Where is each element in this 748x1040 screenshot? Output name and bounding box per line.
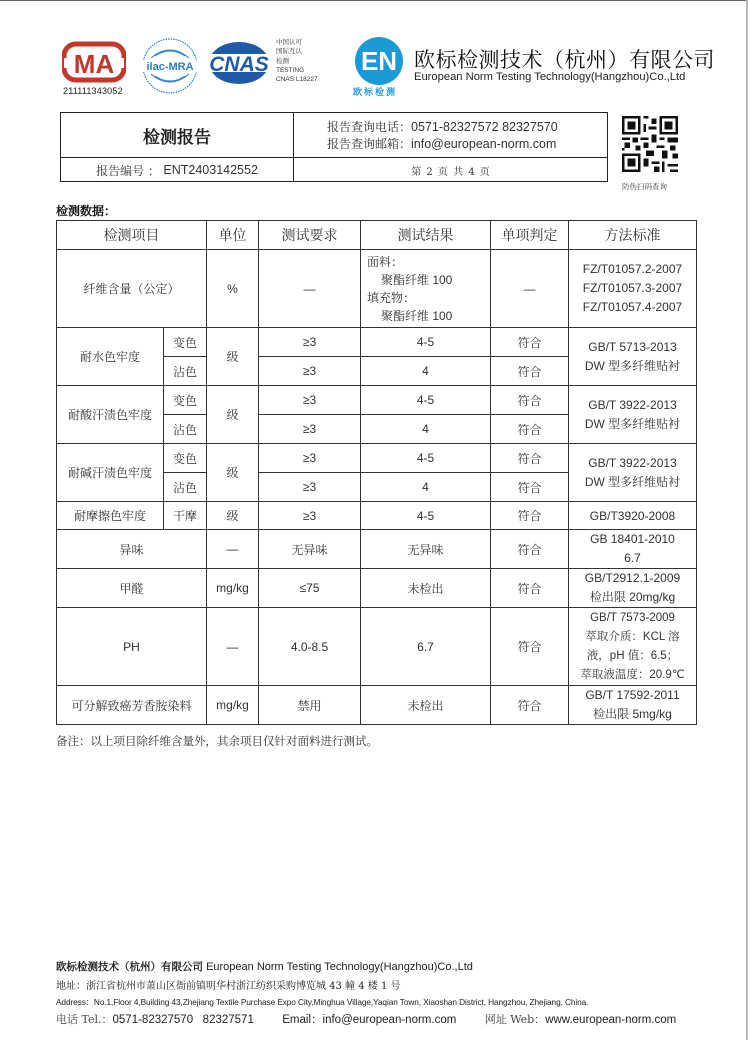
result-cell: 4-5 [361,444,491,473]
requirement-cell: ≥3 [259,473,361,502]
table-note: 备注：以上项目除纤维含量外，其余项目仅针对面料进行测试。 [56,734,378,748]
column-header: 检测项目 [57,221,207,250]
method-cell [569,250,697,328]
item-cell: 耐水色牢度 [57,328,164,386]
report-header-box [60,112,608,182]
table-row [57,530,697,569]
footer-address-en: Address：No.1,Floor 4,Building 43,Zhejiang Textile Purchase Expo City,Minghua Village,Yaqian Town, Xiaoshan District, Hangzhou, Zhejiang, China. [56,997,589,1007]
qr-code-icon[interactable] [622,116,678,172]
table-row [57,569,697,608]
footer [56,959,696,1027]
result-cell: 6.7 [361,608,491,686]
requirement-cell: ≤75 [259,569,361,608]
method-line: 6.7 [624,551,641,565]
method-cell [569,444,697,502]
column-header: 单位 [207,221,259,250]
judgement-cell: — [491,250,569,328]
method-line: FZ/T01057.4-2007 [582,300,683,314]
method-line: FZ/T01057.3-2007 [582,281,683,295]
sub-item-cell: 沾色 [164,357,207,386]
judgement-cell: 符合 [491,386,569,415]
table-row [57,502,697,530]
requirement-cell: ≥3 [259,502,361,530]
method-line: GB/T 17592-2011 [585,688,680,702]
sub-item-cell: 干摩 [164,502,207,530]
cnas-caption-line: 国际互认 [276,48,302,56]
judgement-cell: 符合 [491,530,569,569]
method-line: 检出限 20mg/kg [589,590,676,604]
item-cell: 纤维含量（公定） [57,250,207,328]
method-line: 液，pH 值：6.5； [586,649,679,662]
column-header: 测试结果 [361,221,491,250]
column-header: 单项判定 [491,221,569,250]
item-cell: PH [57,608,207,686]
result-cell: 4-5 [361,328,491,357]
item-cell: 异味 [57,530,207,569]
method-cell [569,328,697,386]
table-row [57,444,697,473]
cma-number: 211111343052 [63,86,123,96]
unit-cell: — [207,530,259,569]
item-cell: 耐摩擦色牢度 [57,502,164,530]
report-number-label: 报告编号 ： [96,163,160,178]
method-cell: GB/T3920-2008 [569,502,697,530]
cma-logo-text: MA [73,49,115,79]
result-cell [361,250,491,328]
method-cell [569,569,697,608]
ilac-mra-logo [137,36,203,96]
result-cell: 无异味 [361,530,491,569]
report-title: 检测报告 [143,127,211,148]
item-cell: 可分解致癌芳香胺染料 [57,686,207,725]
company-name-cn: 欧标检测技术（杭州）有限公司 [414,48,715,72]
cma-logo [62,40,126,84]
footer-tel-value: 0571-82327570 82327571 [112,1014,254,1026]
result-cell: 4 [361,415,491,444]
item-cell: 甲醛 [57,569,207,608]
method-cell [569,608,697,686]
requirement-cell: 无异味 [259,530,361,569]
method-line: DW 型多纤维贴衬 [584,358,681,373]
table-header-row [57,221,697,250]
result-line: 聚酯纤维 100 [381,308,453,323]
judgement-cell: 符合 [491,328,569,357]
method-cell [569,386,697,444]
table-row [57,328,697,357]
unit-cell: 级 [207,502,259,530]
method-line: GB/T 7573-2009 [590,611,675,624]
result-cell: 未检出 [361,569,491,608]
judgement-cell: 符合 [491,473,569,502]
judgement-cell: 符合 [491,569,569,608]
method-line: GB/T 3922-2013 [588,455,677,470]
method-line: GB 18401-2010 [590,532,675,546]
cnas-caption-line: CNAS L18227 [276,76,318,84]
method-cell [569,530,697,569]
unit-cell: 级 [207,328,259,386]
footer-email-link[interactable]: info@european-norm.com [322,1014,457,1026]
method-line: 萃取液温度：20.9℃ [580,668,685,681]
requirement-cell: 4.0-8.5 [259,608,361,686]
cnas-caption-line: 检测 [276,57,289,65]
method-line: 萃取介质：KCL 溶 [585,630,680,643]
cnas-caption-line: TESTING [276,66,305,74]
result-line: 面料： [367,254,404,269]
method-line: DW 型多纤维贴衬 [584,416,681,431]
result-cell: 4 [361,357,491,386]
result-cell: 4-5 [361,502,491,530]
footer-company [56,959,696,974]
unit-cell: — [207,608,259,686]
method-line: FZ/T01057.2-2007 [582,262,683,276]
email-label: 报告查询邮箱： [327,137,412,151]
requirement-cell: ≥3 [259,386,361,415]
judgement-cell: 符合 [491,608,569,686]
cnas-logo [205,40,273,86]
test-data-table [56,220,697,725]
company-name-en: European Norm Testing Technology(Hangzhou)Co.,Ltd [414,71,686,83]
method-line: GB/T2912.1-2009 [584,571,681,585]
footer-web-label: 网址 Web： [484,1013,546,1026]
phone-value: 0571-82327572 82327570 [411,120,558,134]
en-logo-text: EN [360,46,398,76]
table-row [57,386,697,415]
requirement-cell: ≥3 [259,328,361,357]
result-cell: 4-5 [361,386,491,415]
footer-web-link[interactable]: www.european-norm.com [545,1014,677,1026]
result-line: 填充物： [367,290,416,305]
judgement-cell: 符合 [491,444,569,473]
section-title: 检测数据： [56,204,117,218]
method-cell [569,686,697,725]
footer-address-cn: 地址：浙江省杭州市萧山区衙前镇明华村浙江纺织采购博览城 43 幢 4 楼 1 号 [56,981,401,992]
en-logo-subtitle: 欧标检测 [353,87,398,97]
report-contact [327,119,558,153]
unit-cell: 级 [207,444,259,502]
sub-item-cell: 变色 [164,444,207,473]
report-number-value: ENT2403142552 [163,163,258,177]
en-company-logo [354,36,404,86]
page-indicator: 第 2 页 共 4 页 [411,166,491,178]
method-line: GB/T 5713-2013 [588,339,677,354]
footer-company-en: European Norm Testing Technology(Hangzhou)Co.,Ltd [206,961,473,973]
requirement-cell: 禁用 [259,686,361,725]
unit-cell: mg/kg [207,569,259,608]
requirement-cell: — [259,250,361,328]
report-number [61,158,293,182]
footer-email-label: Email： [282,1014,323,1026]
cnas-logo-text: CNAS [209,53,269,76]
cnas-caption-line: 中国认可 [276,39,302,46]
footer-tel-label: 电话 Tel.： [56,1013,113,1026]
phone-label: 报告查询电话： [327,120,412,134]
unit-cell: mg/kg [207,686,259,725]
judgement-cell: 符合 [491,502,569,530]
email-value: info@european-norm.com [411,137,557,151]
ilac-logo-text: ilac-MRA [146,61,194,73]
table-row [57,686,697,725]
result-line: 聚酯纤维 100 [381,272,453,287]
judgement-cell: 符合 [491,415,569,444]
requirement-cell: ≥3 [259,444,361,473]
item-cell: 耐碱汗渍色牢度 [57,444,164,502]
footer-contact [56,1011,696,1027]
unit-cell: 级 [207,386,259,444]
judgement-cell: 符合 [491,357,569,386]
method-line: GB/T 3922-2013 [588,397,677,412]
column-header: 方法标准 [569,221,697,250]
sub-item-cell: 沾色 [164,415,207,444]
requirement-cell: ≥3 [259,415,361,444]
item-cell: 耐酸汗渍色牢度 [57,386,164,444]
method-line: 检出限 5mg/kg [593,707,672,721]
requirement-cell: ≥3 [259,357,361,386]
table-row [57,608,697,686]
method-line: DW 型多纤维贴衬 [584,474,681,489]
page-top-edge [0,0,748,1]
judgement-cell: 符合 [491,686,569,725]
qr-caption: 防伪扫码查询 [622,182,667,191]
sub-item-cell: 变色 [164,328,207,357]
result-cell: 未检出 [361,686,491,725]
sub-item-cell: 变色 [164,386,207,415]
table-row [57,250,697,328]
result-cell: 4 [361,473,491,502]
column-header: 测试要求 [259,221,361,250]
unit-cell: % [207,250,259,328]
footer-company-cn: 欧标检测技术（杭州）有限公司 [56,961,203,973]
sub-item-cell: 沾色 [164,473,207,502]
cnas-caption [276,38,318,84]
